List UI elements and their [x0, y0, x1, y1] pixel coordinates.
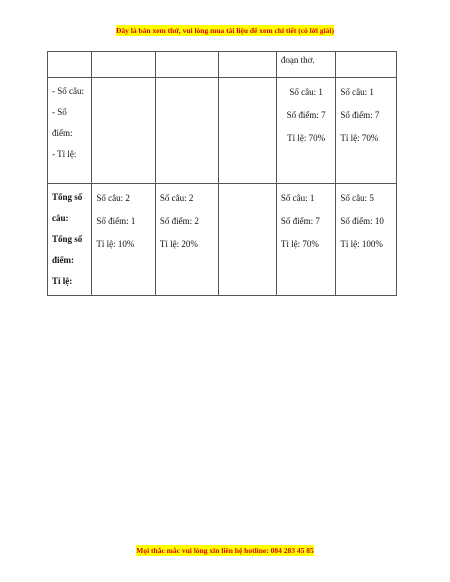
hotline-text: Mọi thắc mắc vui lòng xin liên hệ hotline: 084 283 45 85	[136, 546, 314, 555]
label-tong-so-diem: Tổng số điểm:	[52, 234, 83, 265]
cell-ti-le: Tỉ lệ: 20%	[159, 239, 198, 249]
label-ti-le: Tỉ lệ:	[52, 276, 73, 286]
table-cell	[336, 52, 397, 78]
cell-ti-le: Tỉ lệ: 70%	[280, 239, 319, 249]
table-cell	[155, 78, 219, 184]
cell-ti-le: Tỉ lệ: 10%	[96, 239, 135, 249]
table-cell	[336, 78, 397, 184]
table-cell	[92, 52, 156, 78]
cell-so-diem: Số điểm: 7	[286, 110, 326, 120]
cell-so-cau: Số câu: 1	[340, 87, 374, 97]
table-row-total	[48, 184, 397, 296]
table-cell	[276, 78, 336, 184]
table-cell	[276, 184, 336, 296]
label-so-diem: - Số điểm:	[52, 107, 73, 138]
cell-ti-le: Tỉ lệ: 70%	[287, 133, 326, 143]
cell-so-diem: Số điểm: 10	[340, 216, 384, 226]
table-cell	[219, 184, 276, 296]
cell-ti-le: Tỉ lệ: 70%	[340, 133, 379, 143]
cell-so-cau: Số câu: 5	[340, 193, 374, 203]
label-ti-le: - Tỉ lệ:	[52, 149, 77, 159]
table-cell	[219, 52, 276, 78]
table-cell	[276, 52, 336, 78]
table-cell	[92, 184, 156, 296]
table-cell	[336, 184, 397, 296]
table-cell	[48, 52, 92, 78]
table-cell	[155, 184, 219, 296]
table-row-detail	[48, 78, 397, 184]
preview-notice-text: Đây là bản xem thử, vui lòng mua tài liệu để xem chi tiết (có lời giải)	[115, 26, 335, 35]
label-tong-so-cau: Tổng số câu:	[52, 192, 83, 223]
cell-text: đoạn thơ.	[280, 55, 315, 65]
cell-so-diem: Số điểm: 2	[159, 216, 199, 226]
cell-so-cau: Số câu: 1	[289, 87, 323, 97]
table-cell	[219, 78, 276, 184]
label-so-cau: - Số câu:	[52, 86, 84, 96]
hotline-banner	[0, 546, 450, 556]
matrix-table	[47, 51, 397, 296]
total-label-cell	[48, 184, 92, 296]
cell-so-cau: Số câu: 2	[96, 193, 130, 203]
cell-so-diem: Số điểm: 7	[280, 216, 320, 226]
table-cell	[92, 78, 156, 184]
cell-so-cau: Số câu: 1	[280, 193, 315, 203]
table-row-continued	[48, 52, 397, 78]
table-cell	[155, 52, 219, 78]
row-label-cell	[48, 78, 92, 184]
cell-so-diem: Số điểm: 1	[96, 216, 136, 226]
preview-notice-banner	[0, 26, 450, 36]
cell-ti-le: Tỉ lệ: 100%	[340, 239, 383, 249]
cell-so-cau: Số câu: 2	[159, 193, 194, 203]
cell-so-diem: Số điểm: 7	[340, 110, 380, 120]
